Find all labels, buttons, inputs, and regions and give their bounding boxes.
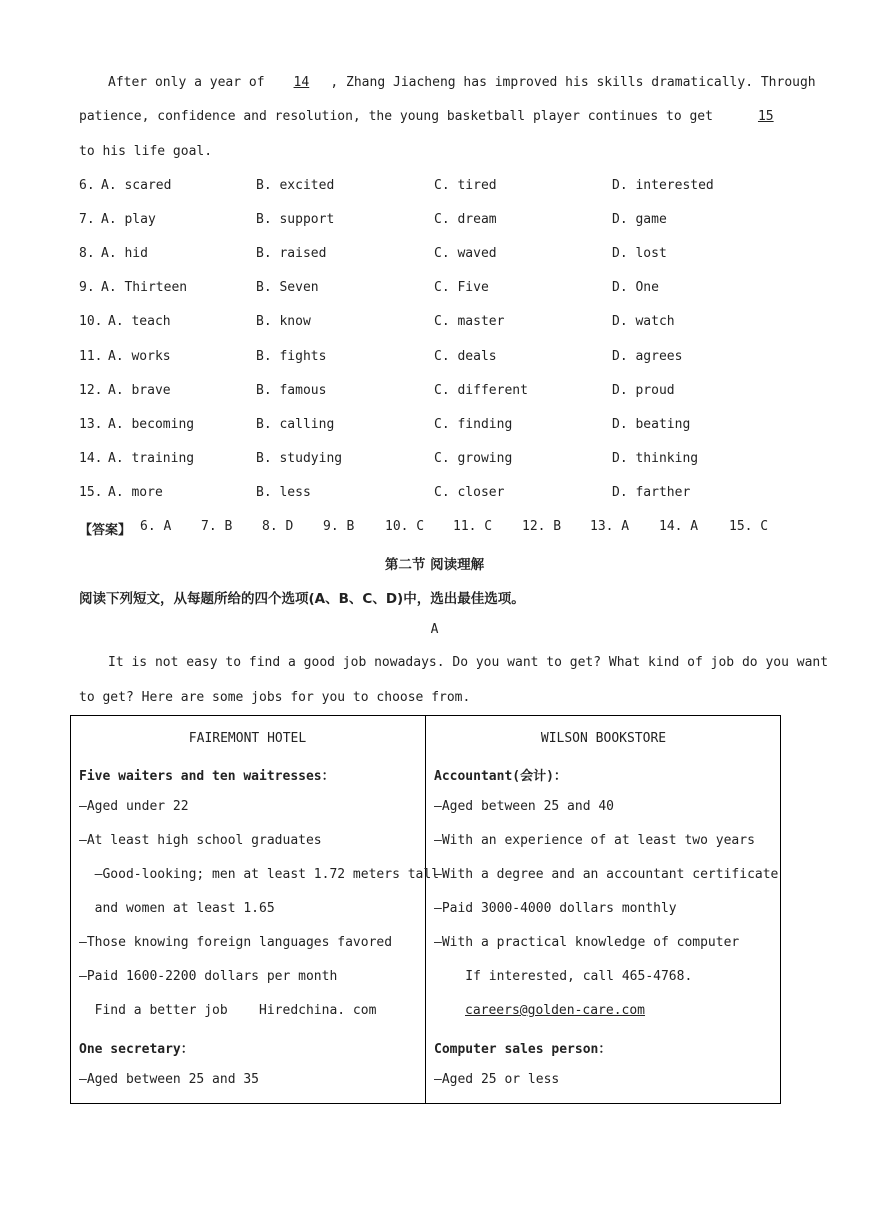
answer-item: 12. B bbox=[522, 519, 562, 534]
question-option: D. thinking bbox=[612, 450, 699, 466]
question-option: C. different bbox=[434, 382, 528, 398]
question-number: 14. bbox=[79, 450, 103, 466]
hotel-requirement-line: and women at least 1.65 bbox=[79, 901, 275, 916]
accountant-requirement-line: —Paid 3000-4000 dollars monthly bbox=[434, 901, 677, 916]
intro-line-2: to get? Here are some jobs for you to choose from. bbox=[79, 690, 471, 705]
question-option: D. farther bbox=[612, 484, 691, 500]
question-option: D. game bbox=[612, 212, 667, 228]
sales-heading: Computer sales person： bbox=[434, 1042, 612, 1057]
hotel-requirement-line: —Those knowing foreign languages favored bbox=[79, 935, 393, 950]
question-option: D. watch bbox=[612, 314, 675, 330]
question-option: C. master bbox=[434, 314, 505, 330]
passage-line-2 bbox=[79, 109, 811, 124]
blank-14: 14 bbox=[293, 75, 310, 90]
section-title: 第二节 阅读理解 bbox=[384, 557, 485, 573]
sales-requirement: —Aged 25 or less bbox=[434, 1072, 560, 1087]
question-option: A. works bbox=[108, 348, 171, 364]
answer-item: 13. A bbox=[590, 519, 630, 534]
question-option: D. proud bbox=[612, 382, 675, 398]
answer-item: 14. A bbox=[659, 519, 699, 534]
answer-item: 7. B bbox=[201, 519, 233, 534]
question-option: D. agrees bbox=[612, 348, 683, 364]
question-option: B. studying bbox=[256, 450, 343, 466]
answer-item: 15. C bbox=[729, 519, 769, 534]
question-option: B. fights bbox=[256, 348, 327, 364]
question-option: B. excited bbox=[256, 178, 335, 193]
question-option: A. scared bbox=[101, 178, 172, 193]
passage-label: A bbox=[430, 622, 439, 637]
question-option: A. play bbox=[101, 212, 156, 228]
question-option: C. closer bbox=[434, 484, 505, 500]
question-option: D. One bbox=[612, 280, 659, 296]
question-number: 12. bbox=[79, 382, 103, 398]
question-option: A. brave bbox=[108, 382, 171, 398]
accountant-requirement-line: —With a practical knowledge of computer bbox=[434, 935, 740, 950]
question-number: 9. bbox=[79, 280, 95, 296]
question-number: 15. bbox=[79, 484, 103, 500]
question-option: A. teach bbox=[108, 314, 171, 330]
question-option: A. Thirteen bbox=[101, 280, 188, 296]
question-option: C. growing bbox=[434, 450, 513, 466]
waiters-heading: Five waiters and ten waitresses： bbox=[79, 769, 335, 784]
section-instruction: 阅读下列短文，从每题所给的四个选项(A、B、C、D)中，选出最佳选项。 bbox=[79, 591, 525, 607]
question-option: A. training bbox=[108, 450, 195, 466]
question-option: D. lost bbox=[612, 246, 667, 262]
question-option: C. waved bbox=[434, 246, 497, 262]
question-number: 11. bbox=[79, 348, 103, 364]
question-option: C. dream bbox=[434, 212, 497, 228]
question-option: C. finding bbox=[434, 416, 513, 432]
hotel-requirement-line: —Paid 1600-2200 dollars per month bbox=[79, 969, 338, 984]
answer-item: 10. C bbox=[385, 519, 425, 534]
question-option: D. beating bbox=[612, 416, 691, 432]
question-number: 10. bbox=[79, 314, 103, 330]
question-option: B. famous bbox=[256, 382, 327, 398]
question-option: B. less bbox=[256, 484, 311, 500]
question-option: C. Five bbox=[434, 280, 489, 296]
passage-text: patience, confidence and resolution, the young basketball player continues to get bbox=[79, 109, 721, 124]
question-option: A. more bbox=[108, 484, 163, 500]
answer-line bbox=[79, 519, 131, 538]
passage-line-1 bbox=[108, 75, 816, 90]
question-option: B. calling bbox=[256, 416, 335, 432]
question-number: 13. bbox=[79, 416, 103, 432]
question-option: C. tired bbox=[434, 178, 497, 193]
question-number: 6. bbox=[79, 178, 95, 193]
hotel-requirement-line: Find a better job Hiredchina. com bbox=[79, 1003, 377, 1018]
accountant-heading: Accountant(会计)： bbox=[434, 769, 567, 784]
question-option: B. support bbox=[256, 212, 335, 228]
question-number: 7. bbox=[79, 212, 95, 228]
hotel-title: FAIREMONT HOTEL bbox=[188, 731, 307, 746]
answer-item: 6. A bbox=[140, 519, 172, 534]
accountant-requirement-line: —With an experience of at least two years bbox=[434, 833, 755, 848]
question-option: B. Seven bbox=[256, 280, 319, 296]
question-option: C. deals bbox=[434, 348, 497, 364]
accountant-requirement-line: —With a degree and an accountant certificate bbox=[434, 867, 779, 882]
blank-15: 15 bbox=[757, 109, 774, 124]
accountant-requirement-line: If interested, call 465-4768. bbox=[434, 969, 693, 984]
passage-text: After only a year of bbox=[108, 75, 273, 90]
question-option: B. know bbox=[256, 314, 311, 330]
hotel-requirement-line: —Aged under 22 bbox=[79, 799, 189, 814]
email-link[interactable]: careers@golden-care.com bbox=[465, 1003, 646, 1018]
question-number: 8. bbox=[79, 246, 95, 262]
answer-item: 9. B bbox=[323, 519, 355, 534]
question-option: A. hid bbox=[101, 246, 148, 262]
hotel-requirement-line: —Good-looking; men at least 1.72 meters tall bbox=[79, 867, 440, 882]
passage-text: , Zhang Jiacheng has improved his skills dramatically. Through bbox=[330, 75, 816, 90]
answer-item: 11. C bbox=[453, 519, 493, 534]
question-option: A. becoming bbox=[108, 416, 195, 432]
question-option: D. interested bbox=[612, 178, 714, 193]
answer-label: 【答案】 bbox=[79, 523, 132, 538]
answer-item: 8. D bbox=[262, 519, 294, 534]
secretary-requirement: —Aged between 25 and 35 bbox=[79, 1072, 260, 1087]
passage-line-3: to his life goal. bbox=[79, 144, 213, 159]
accountant-requirement-line: —Aged between 25 and 40 bbox=[434, 799, 615, 814]
hotel-requirement-line: —At least high school graduates bbox=[79, 833, 322, 848]
bookstore-title: WILSON BOOKSTORE bbox=[540, 731, 667, 746]
question-option: B. raised bbox=[256, 246, 327, 262]
secretary-heading: One secretary： bbox=[79, 1042, 194, 1057]
intro-line-1: It is not easy to find a good job nowadays. Do you want to get? What kind of job do you want bbox=[108, 655, 829, 670]
